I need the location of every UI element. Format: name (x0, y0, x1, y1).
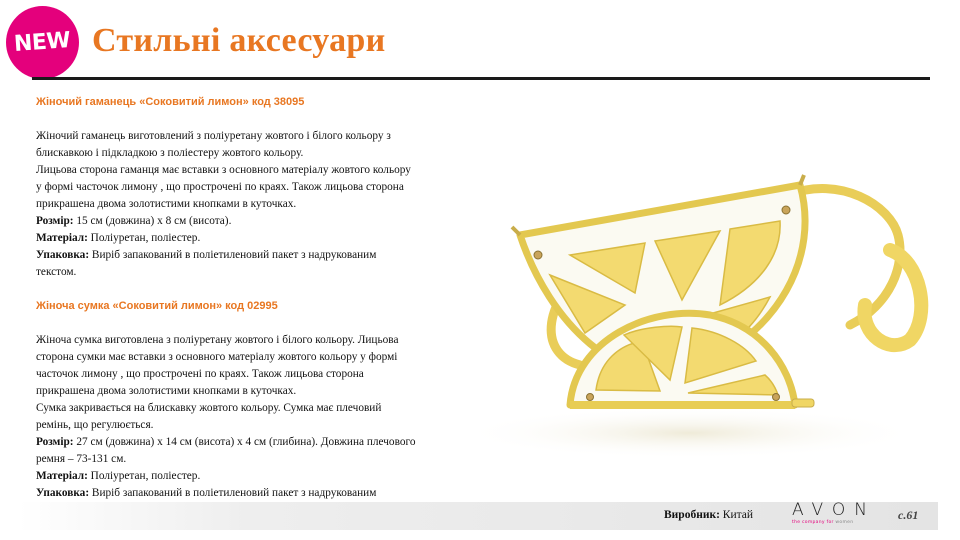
product1-desc-line: Жіночий гаманець виготовлений з поліуретану жовтого і білого кольору з (36, 130, 391, 142)
page-title: Стильні аксесуари (92, 22, 386, 59)
lemon-purse-and-bag-photo (420, 165, 960, 465)
product2-desc-line: Жіноча сумка виготовлена з поліуретану жовтого і білого кольору. Лицьова (36, 334, 399, 346)
product2-packaging (36, 485, 481, 502)
packaging-label: Упаковка: (36, 487, 90, 499)
material-value: Поліуретан, поліестер. (87, 470, 201, 482)
product1-packaging-cont: текстом. (36, 266, 77, 278)
size-label: Розмір: (36, 436, 74, 448)
material-label: Матеріал: (36, 232, 88, 244)
size-label: Розмір: (36, 215, 74, 227)
manufacturer-value: Китай (719, 509, 754, 521)
product1-heading: Жіночий гаманець «Соковитий лимон» код 38095 (36, 96, 305, 108)
manufacturer-label: Виробник: (664, 509, 720, 521)
product2-heading: Жіноча сумка «Соковитий лимон» код 02995 (36, 300, 278, 312)
product1-packaging (36, 247, 481, 264)
avon-wordmark: AVON (792, 500, 876, 520)
packaging-value: Виріб запакований в поліетиленовий пакет з надрукованим (89, 249, 377, 261)
size-value: 27 см (довжина) х 14 см (висота) х 4 см (глибина). Довжина плечового (73, 436, 416, 448)
product1-material (36, 230, 481, 247)
product2-desc-line: часточок лимону , що прострочені по краях. Також лицьова сторона (36, 368, 364, 380)
new-badge-label: NEW (13, 28, 72, 57)
product1-size (36, 213, 481, 230)
product1-desc-line: Лицьова сторона гаманця має вставки з основного матеріалу жовтого кольору (36, 164, 411, 176)
title-divider (32, 77, 930, 80)
avon-tagline-a: the company for (792, 520, 836, 525)
material-label: Матеріал: (36, 470, 88, 482)
packaging-label: Упаковка: (36, 249, 90, 261)
avon-logo (792, 500, 878, 525)
product2-material (36, 468, 481, 485)
product2-desc-line: прикрашена двома золотистими кнопками в куточках. (36, 385, 297, 397)
material-value: Поліуретан, поліестер. (87, 232, 201, 244)
description-column (36, 94, 481, 519)
size-value: 15 см (довжина) х 8 см (висота). (73, 215, 232, 227)
packaging-value: Виріб запакований в поліетиленовий пакет з надрукованим (89, 487, 377, 499)
product2-desc-line: сторона сумки має вставки з основного матеріалу жовтого кольору у формі (36, 351, 398, 363)
avon-tagline (792, 520, 878, 525)
product1-desc-line: у формі часточок лимону , що прострочені по краях. Також лицьова сторона (36, 181, 404, 193)
page-number: с.61 (898, 508, 919, 522)
product1-desc-line: блискавкою і підкладкою з поліестеру жовтого кольору. (36, 147, 304, 159)
product2-size (36, 434, 481, 451)
product2-size-cont: ремня – 73-131 см. (36, 453, 127, 465)
product1-desc-line: прикрашена двома золотистими кнопками в куточках. (36, 198, 297, 210)
product2-desc-line: ремінь, що регулюється. (36, 419, 154, 431)
new-badge (6, 6, 79, 79)
product2-desc-line: Сумка закривається на блискавку жовтого кольору. Сумка має плечовий (36, 402, 382, 414)
avon-tagline-b: women (835, 520, 854, 525)
manufacturer (664, 509, 753, 521)
